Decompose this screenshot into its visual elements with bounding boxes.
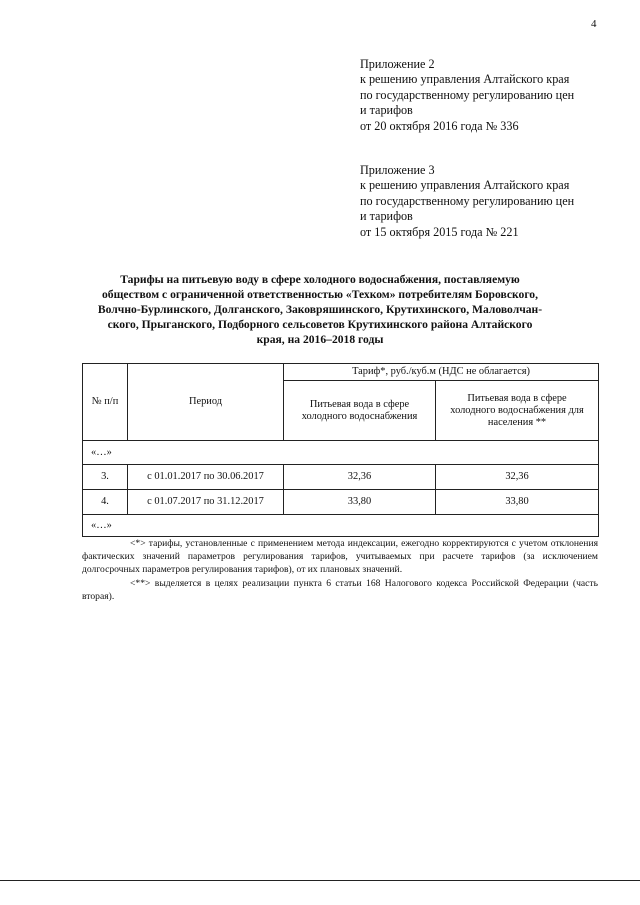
appendix-3-line: Приложение 3 — [360, 163, 435, 177]
header-period: Период — [128, 364, 284, 441]
table-header-row — [83, 364, 599, 381]
header-tariff-group: Тариф*, руб./куб.м (НДС не облагается) — [284, 364, 599, 381]
table-row — [83, 465, 599, 490]
appendix-2-line: от 20 октября 2016 года № 336 — [360, 118, 519, 133]
table-ellipsis-row — [83, 441, 599, 465]
row-population-tariff: 32,36 — [436, 465, 599, 490]
row-period: с 01.01.2017 по 30.06.2017 — [128, 465, 284, 490]
row-number: 3. — [83, 465, 128, 490]
title-line: обществом с ограниченной ответственностью «Техком» потребителям Боровского, — [101, 288, 538, 301]
title-line: Тарифы на питьевую воду в сфере холодного водоснабжения, поставляемую — [120, 273, 520, 286]
tariff-table — [82, 363, 599, 537]
appendix-2-line: по государственному регулированию цен — [360, 87, 575, 102]
row-cold-water-tariff: 32,36 — [284, 465, 436, 490]
header-number: № п/п — [83, 364, 128, 441]
appendix-3-line: от 15 октября 2015 года № 221 — [360, 224, 519, 239]
document-title — [60, 272, 580, 347]
footnote-2: <**> выделяется в целях реализации пункта 6 статьи 168 Налогового кодекса Российской Федерации (часть вторая). — [82, 577, 598, 602]
row-number: 4. — [83, 490, 128, 515]
appendix-3-header — [360, 163, 620, 240]
header-cold-water: Питьевая вода в сфере холодного водоснабжения — [284, 381, 436, 441]
appendix-2-header — [360, 57, 620, 134]
appendix-3-line: и тарифов — [360, 209, 413, 224]
appendix-2-line: Приложение 2 — [360, 57, 435, 71]
row-period: с 01.07.2017 по 31.12.2017 — [128, 490, 284, 515]
appendix-3-line: к решению управления Алтайского края — [360, 178, 570, 193]
row-cold-water-tariff: 33,80 — [284, 490, 436, 515]
footnotes — [82, 537, 598, 603]
title-line: Волчно-Бурлинского, Долганского, Заковряшинского, Крутихинского, Маловолчан- — [97, 303, 543, 316]
footnote-1: <*> тарифы, установленные с применением метода индексации, ежегодно корректируются с учетом отклонения фактических значений параметров регулирования тарифов, учитываемых при расчете тарифов (за исключением долгосрочных параметров регулирования тарифов), от их плановых значений. — [82, 538, 598, 576]
table-ellipsis-row — [83, 515, 599, 537]
row-population-tariff: 33,80 — [436, 490, 599, 515]
header-population: Питьевая вода в сфере холодного водоснабжения для населения ** — [436, 381, 599, 441]
ellipsis-cell: «…» — [83, 515, 599, 537]
bottom-scan-line — [0, 880, 640, 881]
appendix-2-line: и тарифов — [360, 103, 413, 118]
appendix-2-line: к решению управления Алтайского края — [360, 72, 570, 87]
title-line: края, на 2016–2018 годы — [256, 333, 384, 346]
page-number: 4 — [591, 18, 597, 30]
appendix-3-line: по государственному регулированию цен — [360, 193, 575, 208]
ellipsis-cell: «…» — [83, 441, 599, 465]
table-row — [83, 490, 599, 515]
title-line: ского, Прыганского, Подборного сельсоветов Крутихинского района Алтайского — [107, 318, 533, 331]
